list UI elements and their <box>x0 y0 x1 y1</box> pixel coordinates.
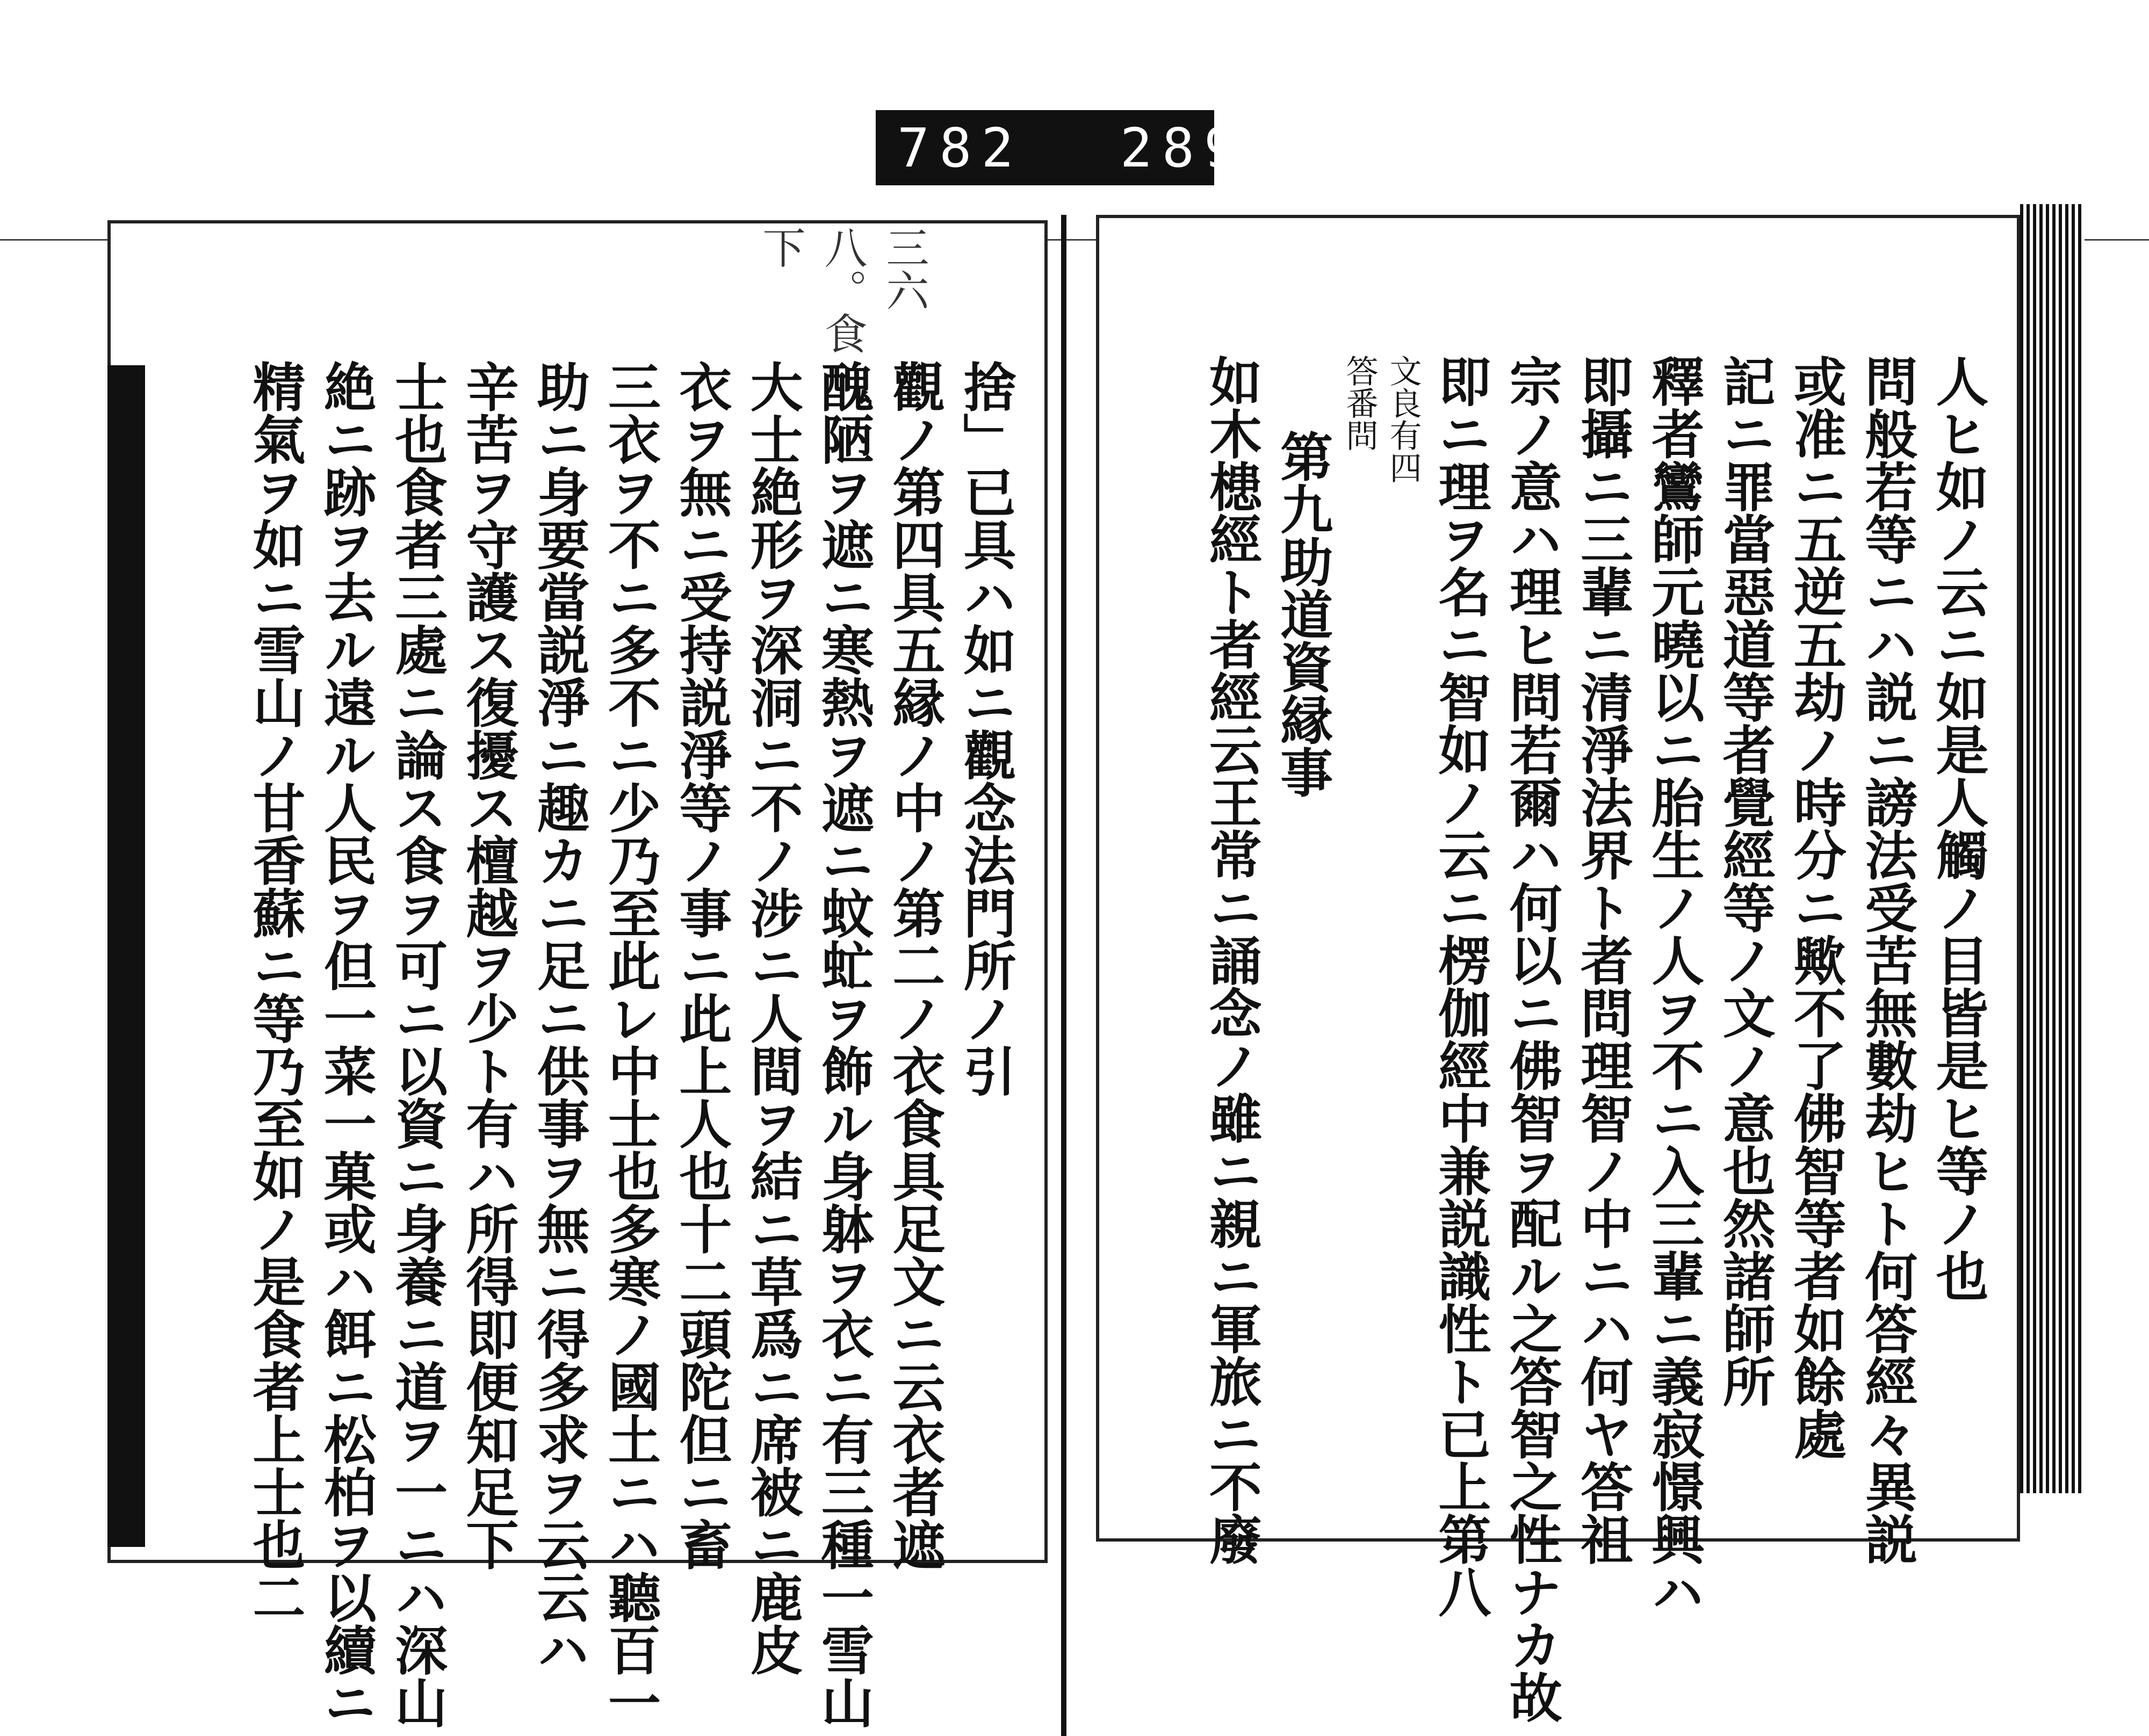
right-column-8: 即ニ理ヲ名ニ智如ノ云ニ楞伽經中兼説識性ト已上第八 <box>1429 355 1491 1618</box>
right-column-after-title: 如木槵經ト者經云王常ニ誦念ノ雖ニ親ニ軍旅ニ不廢 <box>1200 355 1263 1565</box>
left-page-text <box>177 360 1021 1728</box>
left-column-1: 捨」已具ハ如ニ觀念法門所ノ引 <box>955 360 1016 1097</box>
right-column-6: 即攝ニ三輩ニ清淨法界ト者問理智ノ中ニハ何ヤ答祖 <box>1571 355 1634 1565</box>
right-small-note: 文良有四 <box>1384 355 1422 483</box>
left-column-9: 士也食者三處ニ論ス食ヲ可ニ以資ニ身養ニ道ヲ一ニハ深山 <box>386 360 448 1728</box>
left-column-4: 大士絶形ヲ深洞ニ不ノ涉ニ人間ヲ結ニ草爲ニ席被ニ鹿皮 <box>741 360 804 1676</box>
right-column-answer-note: 答番問 <box>1340 355 1379 451</box>
right-page-edge <box>2020 204 2085 1493</box>
left-column-8: 辛苦ヲ守護ス復擾ス檀越ヲ少ト有ハ所得即便知足下 <box>457 360 519 1571</box>
left-column-2: 觀ノ第四具五縁ノ中ノ第二ノ衣食具足文ニ云衣者遮 <box>883 360 946 1571</box>
left-column-10: 絶ニ跡ヲ去ル遠ル人民ヲ但一菜一菓或ハ餌ニ松柏ヲ以續ニ <box>315 360 377 1728</box>
section-title: 第九助道資縁事 <box>1271 430 1333 798</box>
left-column-7: 助ニ身要當説淨ニ趣カニ足ニ供事ヲ無ニ得多求ヲ云云ハ <box>528 360 590 1676</box>
left-column-3: 醜陋ヲ遮ニ寒熱ヲ遮ニ蚊虻ヲ飾ル身躰ヲ衣ニ有三種一雪山 <box>812 360 875 1728</box>
right-page-text <box>1123 355 1993 1723</box>
marginal-note: 三六八。食下 <box>755 226 929 355</box>
right-column-2: 問般若等ニハ説ニ謗法受苦無數劫ヒト何答經々異説 <box>1856 355 1918 1565</box>
right-column-1: 人ヒ如ノ云ニ如是人觸ノ目皆是ヒ等ノ也 <box>1927 355 1989 1302</box>
left-column-11: 精氣ヲ如ニ雪山ノ甘香蘇ニ等乃至如ノ是食者上士也二 <box>244 360 306 1623</box>
book-spine <box>1061 215 1066 1736</box>
right-column-5: 釋者鸞師元曉以ニ胎生ノ人ヲ不ニ入三輩ニ義寂憬興ハ <box>1642 355 1705 1618</box>
right-column-4: 記ニ罪當惡道等者覺經等ノ文ノ意也然諸師所 <box>1714 355 1776 1407</box>
label-right-number: 289 <box>1120 116 1246 179</box>
left-page-edge <box>107 365 145 1547</box>
right-column-7: 宗ノ意ハ理ヒ問若爾ハ何以ニ佛智ヲ配ル之答智之性ナカ故 <box>1501 355 1563 1723</box>
left-column-6: 三衣ヲ不ニ多不ニ少乃至此レ中士也多寒ノ國土ニハ聽百一 <box>599 360 661 1728</box>
label-left-number: 782 <box>897 116 1023 179</box>
right-column-3: 或准ニ五逆五劫ノ時分ニ歟不了佛智等者如餘處 <box>1785 355 1847 1460</box>
left-column-5: 衣ヲ無ニ受持説淨等ノ事ニ此上人也十二頭陀但ニ畜 <box>670 360 732 1571</box>
catalog-number-label <box>876 110 1246 185</box>
